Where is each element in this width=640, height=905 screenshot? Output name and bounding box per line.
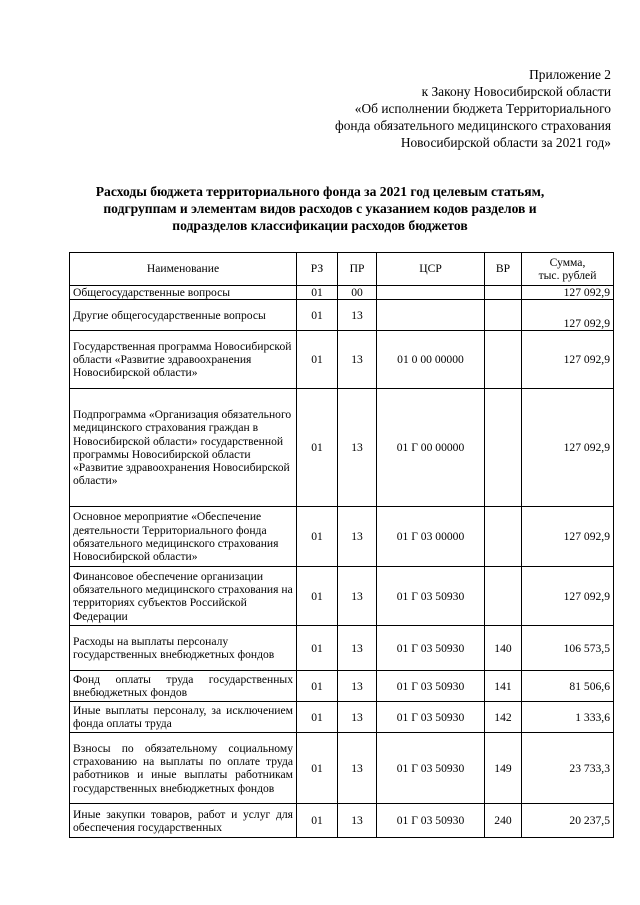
row-sum: 127 092,9: [522, 300, 614, 331]
row-rz: 01: [297, 804, 338, 838]
row-rz: 01: [297, 733, 338, 804]
row-sum: 20 237,5: [522, 804, 614, 838]
table-row: [70, 389, 614, 507]
header-vr: ВР: [485, 253, 522, 286]
header-name: Наименование: [70, 253, 297, 286]
row-sum: 127 092,9: [522, 567, 614, 626]
row-csr: 01 Г 03 50930: [377, 567, 485, 626]
appendix-header: [191, 66, 611, 151]
row-rz: 01: [297, 389, 338, 507]
row-rz: 01: [297, 286, 338, 300]
header-csr: ЦСР: [377, 253, 485, 286]
row-name: Другие общегосударственные вопросы: [70, 300, 297, 331]
table-row: [70, 567, 614, 626]
row-name: Фонд оплаты труда государственных внебюджетных фондов: [70, 671, 297, 702]
table-row: [70, 804, 614, 838]
row-name: Финансовое обеспечение организации обязательного медицинского страхования на территориях субъектов Российской Федерации: [70, 567, 297, 626]
row-csr: 01 Г 03 50930: [377, 626, 485, 671]
row-vr: 142: [485, 702, 522, 733]
row-sum: 23 733,3: [522, 733, 614, 804]
row-rz: 01: [297, 702, 338, 733]
row-csr: [377, 286, 485, 300]
row-sum: 1 333,6: [522, 702, 614, 733]
header-rz: РЗ: [297, 253, 338, 286]
row-name: Основное мероприятие «Обеспечение деятельности Территориального фонда обязательного медицинского страхования Новосибирской области»: [70, 507, 297, 567]
row-rz: 01: [297, 507, 338, 567]
row-name: Взносы по обязательному социальному страхованию на выплаты по оплате труда работников и иные выплаты работникам государственных внебюджетных фондов: [70, 733, 297, 804]
appendix-line: «Об исполнении бюджета Территориального: [354, 101, 611, 116]
row-vr: [485, 507, 522, 567]
row-pr: 13: [338, 804, 377, 838]
document-title: [60, 183, 580, 234]
expenditure-table: [69, 252, 614, 838]
row-vr: [485, 331, 522, 389]
row-csr: 01 0 00 00000: [377, 331, 485, 389]
row-rz: 01: [297, 300, 338, 331]
header-sum-line2: тыс. рублей: [538, 269, 597, 282]
row-csr: 01 Г 03 50930: [377, 702, 485, 733]
title-line: подразделов классификации расходов бюджетов: [172, 218, 468, 233]
row-csr: 01 Г 03 50930: [377, 733, 485, 804]
table-row: [70, 507, 614, 567]
appendix-line: Приложение 2: [529, 67, 611, 82]
table-row: [70, 300, 614, 331]
header-pr: ПР: [338, 253, 377, 286]
appendix-line: к Закону Новосибирской области: [421, 84, 611, 99]
table-row: [70, 626, 614, 671]
row-pr: 13: [338, 733, 377, 804]
row-rz: 01: [297, 671, 338, 702]
row-vr: 149: [485, 733, 522, 804]
row-sum: 127 092,9: [522, 507, 614, 567]
row-name: Иные закупки товаров, работ и услуг для обеспечения государственных: [70, 804, 297, 838]
row-pr: 13: [338, 567, 377, 626]
row-vr: 240: [485, 804, 522, 838]
row-pr: 13: [338, 331, 377, 389]
row-vr: [485, 567, 522, 626]
appendix-line: Новосибирской области за 2021 год»: [400, 135, 611, 150]
table-row: [70, 702, 614, 733]
row-vr: 141: [485, 671, 522, 702]
row-sum: 81 506,6: [522, 671, 614, 702]
header-sum-line1: Сумма,: [549, 256, 586, 269]
row-csr: 01 Г 03 50930: [377, 804, 485, 838]
row-name: Государственная программа Новосибирской области «Развитие здравоохранения Новосибирской области»: [70, 331, 297, 389]
row-pr: 13: [338, 702, 377, 733]
table-header-row: [70, 253, 614, 286]
row-vr: 140: [485, 626, 522, 671]
row-csr: 01 Г 03 00000: [377, 507, 485, 567]
row-name: Общегосударственные вопросы: [70, 286, 297, 300]
row-sum: 127 092,9: [522, 331, 614, 389]
row-sum: 127 092,9: [522, 389, 614, 507]
row-name: Расходы на выплаты персоналу государственных внебюджетных фондов: [70, 626, 297, 671]
row-vr: [485, 389, 522, 507]
row-sum: 127 092,9: [522, 286, 614, 300]
title-line: Расходы бюджета территориального фонда за 2021 год целевым статьям,: [95, 184, 545, 199]
row-pr: 13: [338, 671, 377, 702]
row-pr: 13: [338, 300, 377, 331]
row-pr: 13: [338, 626, 377, 671]
row-name: Иные выплаты персоналу, за исключением фонда оплаты труда: [70, 702, 297, 733]
title-line: подгруппам и элементам видов расходов с указанием кодов разделов и: [103, 201, 537, 216]
header-sum: [522, 253, 614, 286]
row-pr: 13: [338, 507, 377, 567]
row-vr: [485, 300, 522, 331]
row-pr: 00: [338, 286, 377, 300]
row-name: Подпрограмма «Организация обязательного медицинского страхования граждан в Новосибирской области» государственной программы Новосибирской области «Развитие здравоохранения Новосибирской области»: [70, 389, 297, 507]
row-csr: 01 Г 00 00000: [377, 389, 485, 507]
row-rz: 01: [297, 567, 338, 626]
table-row: [70, 331, 614, 389]
row-csr: 01 Г 03 50930: [377, 671, 485, 702]
row-csr: [377, 300, 485, 331]
row-vr: [485, 286, 522, 300]
row-sum: 106 573,5: [522, 626, 614, 671]
row-rz: 01: [297, 331, 338, 389]
table-row: [70, 671, 614, 702]
row-rz: 01: [297, 626, 338, 671]
appendix-line: фонда обязательного медицинского страхования: [335, 118, 611, 133]
row-pr: 13: [338, 389, 377, 507]
table-row: [70, 733, 614, 804]
table-row: [70, 286, 614, 300]
